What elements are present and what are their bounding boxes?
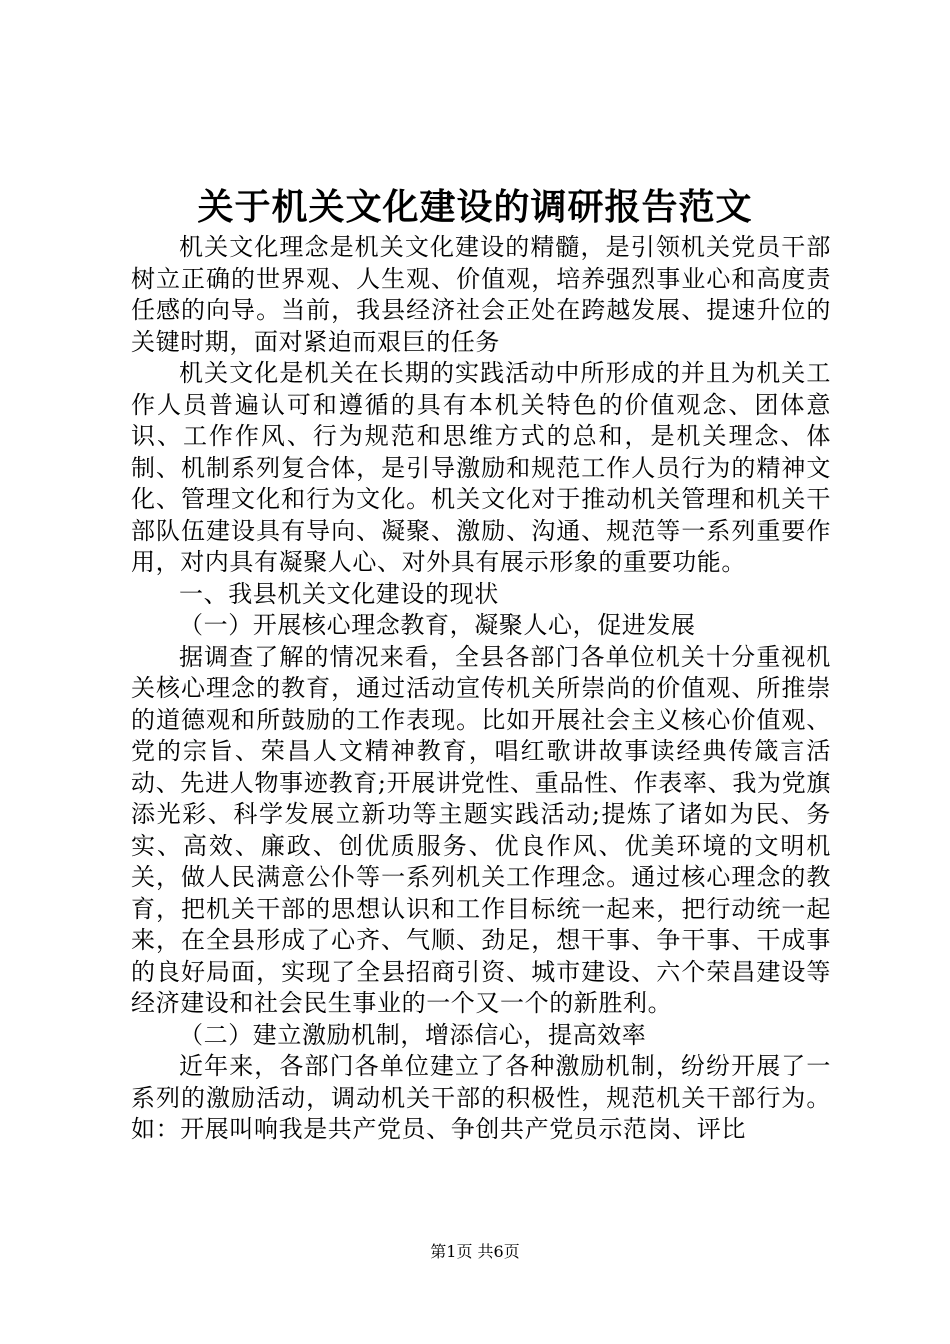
page-footer: 第1页 共6页 xyxy=(430,1242,520,1261)
document-title: 关于机关文化建设的调研报告范文 xyxy=(197,187,753,228)
paragraph-incentive: 近年来，各部门各单位建立了各种激励机制，纷纷开展了一系列的激励活动，调动机关干部的积极性，规范机关干部行为。如：开展叫响我是共产党员、争创共产党员示范岗、评比 xyxy=(131,1052,831,1143)
subsection-heading-2: （二）建立激励机制，增添信心，提高效率 xyxy=(179,1020,647,1049)
section-heading-1: 一、我县机关文化建设的现状 xyxy=(179,579,499,608)
paragraph-intro: 机关文化理念是机关文化建设的精髓，是引领机关党员干部树立正确的世界观、人生观、价值观，培养强烈事业心和高度责任感的向导。当前，我县经济社会正处在跨越发展、提速升位的关键时期，面对紧迫而艰巨的任务 xyxy=(131,233,831,356)
subsection-heading-1: （一）开展核心理念教育，凝聚人心，促进发展 xyxy=(179,611,696,639)
paragraph-core-ideas: 据调查了解的情况来看，全县各部门各单位机关十分重视机关核心理念的教育，通过活动宣传机关所崇尚的价值观、所推崇的道德观和所鼓励的工作表现。比如开展社会主义核心价值观、党的宗旨、荣昌人文精神教育，唱红歌讲故事读经典传箴言活动、先进人物事迹教育;开展讲党性、重品性、作表率、我为党旗添光彩、科学发展立新功等主题实践活动;提炼了诸如为民、务实、高效、廉政、创优质服务、优良作风、优美环境的文明机关，做人民满意公仆等一系列机关工作理念。通过核心理念的教育，把机关干部的思想认识和工作目标统一起来，把行动统一起来，在全县形成了心齐、气顺、劲足，想干事、争干事、干成事的良好局面，实现了全县招商引资、城市建设、六个荣昌建设等经济建设和社会民生事业的一个又一个的新胜利。 xyxy=(131,642,831,1017)
paragraph-definition: 机关文化是机关在长期的实践活动中所形成的并且为机关工作人员普遍认可和遵循的具有本机关特色的价值观念、团体意识、工作作风、行为规范和思维方式的总和，是机关理念、体制、机制系列复合体，是引导激励和规范工作人员行为的精神文化、管理文化和行为文化。机关文化对于推动机关管理和机关干部队伍建设具有导向、凝聚、激励、沟通、规范等一系列重要作用，对内具有凝聚人心、对外具有展示形象的重要功能。 xyxy=(131,359,831,576)
document-body xyxy=(131,232,831,1146)
